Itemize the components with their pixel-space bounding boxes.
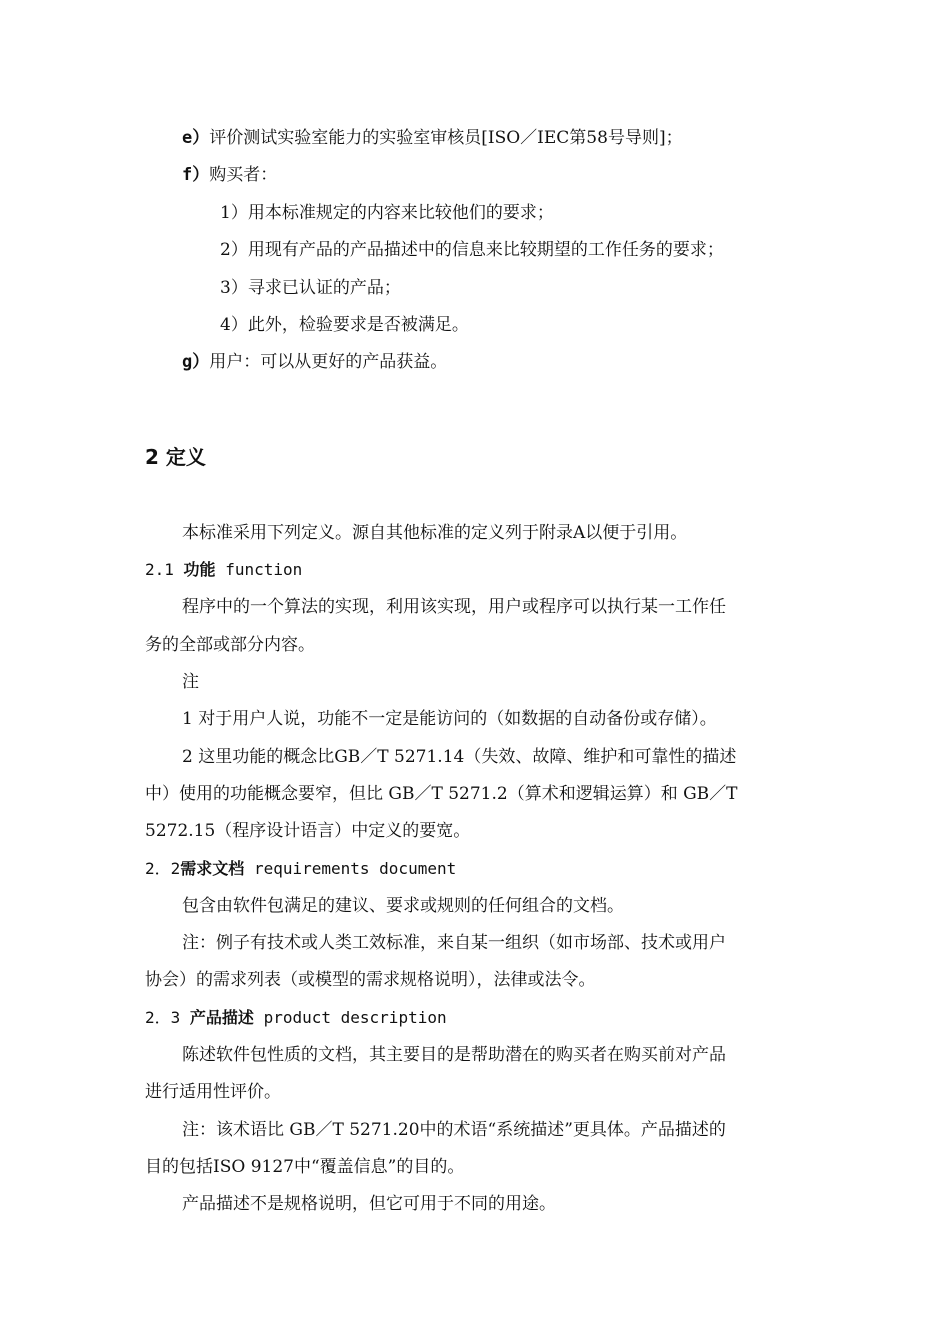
paragraph-line: 务的全部或部分内容。 [145, 635, 315, 655]
sub-item-3: 3）寻求已认证的产品； [220, 278, 401, 298]
paragraph-line: 包含由软件包满足的建议、要求或规则的任何组合的文档。 [182, 896, 624, 916]
list-marker-e: e） [182, 128, 210, 148]
list-text-e: 评价测试实验室能力的实验室审核员[ISO／IEC第58号导则]； [209, 128, 683, 148]
note-line: 注：该术语比 GB／T 5271.20中的术语“系统描述”更具体。产品描述的 [182, 1120, 726, 1140]
subsection-heading-2-2 [145, 858, 456, 880]
subsection-title-en: function [225, 560, 303, 579]
note-line: 注：例子有技术或人类工效标准，来自某一组织（如市场部、技术或用户 [182, 933, 726, 953]
subsection-number: 2．3 [145, 1008, 181, 1027]
sub-item-2: 2）用现有产品的产品描述中的信息来比较期望的工作任务的要求； [220, 240, 724, 260]
subsection-title-cn: 需求文档 [180, 859, 245, 878]
subsection-title-en: requirements document [253, 859, 457, 878]
paragraph-line: 进行适用性评价。 [145, 1082, 281, 1102]
list-text-g: 用户：可以从更好的产品获益。 [209, 352, 448, 372]
subsection-title-en: product description [263, 1008, 447, 1027]
note-line: 1 对于用户人说，功能不一定是能访问的（如数据的自动备份或存储）。 [182, 709, 717, 729]
subsection-number: 2.1 [145, 560, 174, 579]
note-line: 目的包括ISO 9127中“覆盖信息”的目的。 [145, 1157, 465, 1177]
paragraph-line: 陈述软件包性质的文档，其主要目的是帮助潜在的购买者在购买前对产品 [182, 1045, 726, 1065]
list-item-g [182, 351, 447, 373]
subsection-heading-2-1 [145, 559, 302, 581]
subsection-heading-2-3 [145, 1007, 447, 1029]
note-line: 协会）的需求列表（或模型的需求规格说明），法律或法令。 [145, 970, 596, 990]
note-line: 2 这里功能的概念比GB／T 5271.14（失效、故障、维护和可靠性的描述 [182, 747, 737, 767]
note-line: 5272.15（程序设计语言）中定义的要宽。 [145, 821, 471, 841]
list-text-f: 购买者： [209, 165, 278, 185]
list-item-f [182, 164, 277, 186]
subsection-number: 2．2 [145, 859, 181, 878]
list-marker-f: f） [182, 165, 210, 185]
note-label: 注 [182, 672, 199, 692]
list-marker-g: g） [182, 352, 210, 372]
note-line: 中）使用的功能概念要窄，但比 GB／T 5271.2（算术和逻辑运算）和 GB／T [145, 784, 738, 804]
section-heading: 2 定义 [145, 445, 206, 469]
paragraph-line: 程序中的一个算法的实现，利用该实现，用户或程序可以执行某一工作任 [182, 597, 726, 617]
subsection-title-cn: 功能 [183, 560, 216, 579]
subsection-title-cn: 产品描述 [189, 1008, 254, 1027]
list-item-e [182, 127, 683, 149]
paragraph-line: 产品描述不是规格说明，但它可用于不同的用途。 [182, 1194, 556, 1214]
sub-item-1: 1）用本标准规定的内容来比较他们的要求； [220, 203, 554, 223]
section-intro: 本标准采用下列定义。源自其他标准的定义列于附录A以便于引用。 [182, 523, 688, 543]
sub-item-4: 4）此外，检验要求是否被满足。 [220, 315, 469, 335]
